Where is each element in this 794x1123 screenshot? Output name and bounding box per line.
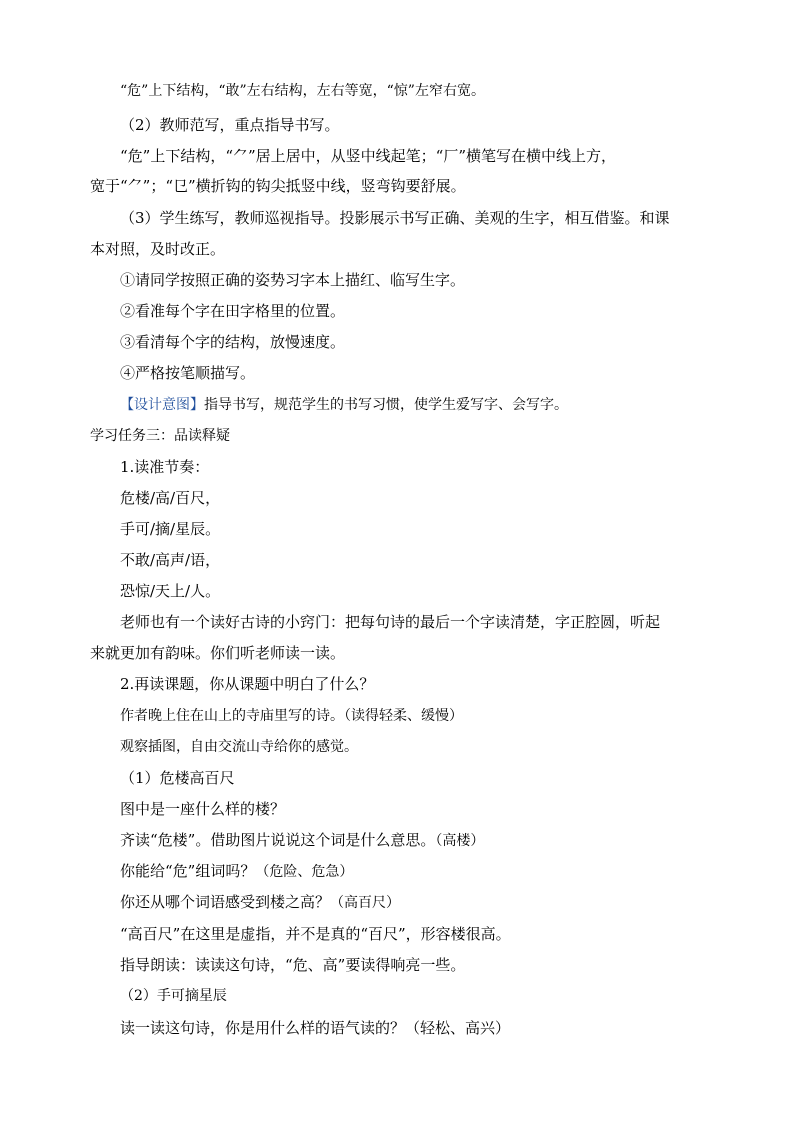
poem-line-2: 手可/摘/星辰。 [120,520,221,538]
paragraph-reading-tip: 老师也有一个读好古诗的小窍门：把每句诗的最后一个字读清楚，字正腔圆，听起 [120,613,661,631]
question-weilou-answer: （高楼） [435,833,485,849]
paragraph-wei-structure: “危”上下结构，“⺈”居上居中，从竖中线起笔；“厂”横笔写在横中线上方， [120,147,617,165]
question-tone: 读一读这句诗，你是用什么样的语气读的？（轻松、高兴） [120,1019,511,1037]
design-intent-tag: 【设计意图】 [120,397,204,413]
list-item-3: ③看清每个字的结构，放慢速度。 [120,333,346,351]
poem-line-1: 危楼/高/百尺， [120,489,221,507]
question-weilou-text: 齐读“危楼”。借助图片说说这个词是什么意思。 [120,831,436,849]
step-teacher-demo: （2）教师范写，重点指导书写。 [120,116,340,134]
list-item-4: ④严格按笔顺描写。 [120,364,256,382]
question-weilou [120,830,484,850]
task-heading: 学习任务三：品读释疑 [90,428,230,444]
answer-title: 作者晚上住在山上的寺庙里写的诗。（读得轻柔、缓慢） [120,708,463,724]
subsection-1-heading: （1）危楼高百尺 [120,769,235,787]
rhythm-heading: 1.读准节奏： [120,458,210,476]
question-wei-words [120,861,353,881]
poem-line-3: 不敢/高声/语， [120,551,221,569]
paragraph-reading-tip-cont: 来就更加有韵味。你们听老师读一读。 [90,644,346,662]
question-title: 2.再读课题，你从课题中明白了什么？ [120,675,375,693]
question-height-word [120,892,400,912]
list-item-1: ①请同学按照正确的姿势习字本上描红、临写生字。 [120,271,466,289]
subsection-2-heading: （2）手可摘星辰 [120,988,227,1004]
question-wei-words-text: 你能给“危”组词吗？ [120,862,256,880]
paragraph-structure-note: “危”上下结构，“敢”左右结构，左右等宽，“惊”左窄右宽。 [120,83,485,99]
question-building: 图中是一座什么样的楼？ [120,800,286,818]
poem-line-4: 恐惊/天上/人。 [120,582,221,600]
design-intent-body: 指导书写，规范学生的书写习惯，使学生爱写字、会写字。 [204,397,568,413]
step-student-practice: （3）学生练写，教师巡视指导。投影展示书写正确、美观的生字，相互借鉴。和课 [120,209,670,227]
observe-illustration: 观察插图，自由交流山寺给你的感觉。 [120,739,358,755]
question-wei-words-answer: （危险、危急） [255,864,354,880]
question-height-word-answer: （高百尺） [330,895,401,911]
paragraph-baichi: “高百尺”在这里是虚指，并不是真的“百尺”，形容楼很高。 [120,925,511,943]
design-intent [120,395,568,415]
step-student-practice-cont: 本对照，及时改正。 [90,240,226,258]
question-height-word-text: 你还从哪个词语感受到楼之高？ [120,893,331,911]
list-item-2: ②看准每个字在田字格里的位置。 [120,302,346,320]
paragraph-guided-reading: 指导朗读：读读这句诗，“危、高”要读得响亮一些。 [120,956,466,974]
paragraph-wei-structure-cont: 宽于“⺈”；“㔾”横折钩的钩尖抵竖中线，竖弯钩要舒展。 [90,177,466,195]
